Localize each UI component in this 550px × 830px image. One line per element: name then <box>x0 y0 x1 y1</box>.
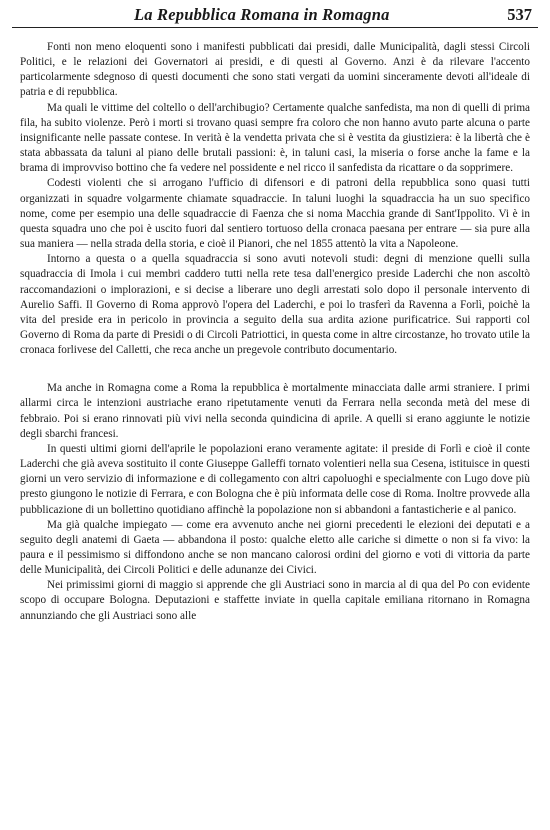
paragraph-squadracce: Codesti violenti che si arrogano l'ufficio di difensori e di patroni della repubblica sono quasi tutti organizzati in squadre volgarmente chiamate squadraccie. In taluni luoghi la squadraccia ha un suo specifico nome, come per esempio una delle squadraccie di Faenza che si noma Macchia grande di Sant'Ippolito. Vi è in questa squadra uno che poi è uscito fuori dal sentiero tortuoso della cronaca paesana per entrare — sia pure alla sua maniera — nella strada della storia, e cioè il Pianori, che nel 1855 attentò la vita a Napoleone. <box>20 177 530 251</box>
running-title: La Repubblica Romana in Romagna <box>134 5 390 24</box>
paragraph-studies: Intorno a questa o a quella squadraccia si sono avuti notevoli studi: degni di menzione quelli sulla squadraccia di Imola i cui membri caddero tutti nella rete tesa dall'energico preside Laderchi che non ascoltò raccomandazioni o implorazioni, e si decise a liberare uno degli arrestati solo dopo il personale intervento di Aurelio Saffi. Il Governo di Roma approvò l'opera del Laderchi, e poi lo trasferì da Ravenna a Forlì, poichè la vita del preside era in pericolo in provincia a seguito della sua ardita azione purificatrice. Sui rapporti col Governo di Roma da parte di Presidi o di Circoli Patriottici, in questa come in altre circostanze, ho trovato utile la cronaca forlivese del Calletti, che reca anche un pregevole contributo documentario. <box>20 253 530 357</box>
paragraph-may-days: Nei primissimi giorni di maggio si apprende che gli Austriaci sono in marcia al di qua del Po con evidente scopo di occupare Bologna. Deputazioni e staffette inviate in quella capitale emiliana ritornano in Romagna annunziando che gli Austriaci sono alle <box>20 579 530 622</box>
section-break <box>20 358 530 381</box>
paragraph-victims: Ma quali le vittime del coltello o dell'archibugio? Certamente qualche sanfedista, ma non di quelli di prima fila, ha subito violenze. Però i morti si trovano quasi sempre fra coloro che non hanno avuto parte alcuna o parte insignificante nelle passate contese. In verità è la vendetta privata che si è vestita da giustiziera: è la libertà che è stata abbassata da taluni al piano delle brutali passioni: è, in taluni casi, la miseria o forse anche la fame e la brama di improvviso bottino che fa vedere nel possidente e nel ricco il sanfedista da ricattare o da sopprimere. <box>20 101 530 175</box>
page-number: 537 <box>507 5 532 24</box>
paragraph-foreign-arms: Ma anche in Romagna come a Roma la repubblica è mortalmente minacciata dalle armi straniere. I primi allarmi circa le intenzioni austriache erano ripetutamente venuti da Ferrara nella seconda metà del mese di febbraio. Poi si erano rinnovati più vivi nella seconda quindicina di aprile. A quelli si erano aggiunte le notizie degli sbarchi francesi. <box>20 382 530 440</box>
paragraph-sources: Fonti non meno eloquenti sono i manifesti pubblicati dai presidi, dalle Municipalità, dagli stessi Circoli Politici, e le relazioni dei Governatori ai presidi, e di questi al Governo. Anzi è da rilevare l'accento particolarmente sdegnoso di questi documenti che sono stati vergati da uomini sinceramente devoti all'ideale di patria e di repubblica. <box>20 41 530 99</box>
body-text <box>20 40 530 624</box>
paragraph-april-days: In questi ultimi giorni dell'aprile le popolazioni erano veramente agitate: il preside di Forlì e cioè il conte Laderchi che già aveva sostituito il conte Giuseppe Galleffi tornato volentieri nella sua Cesena, istituisce in questi giorni un vero servizio di informazione e di collegamento con altri capoluoghi e specialmente con Lugo dove più presto giungono le notizie di Ferrara, e con Bologna che è più informata delle cose di Roma. Inoltre provvede alla pubblicazione di un bollettino quotidiano affinchè la popolazione non si abbandoni a fantasticherie e al panico. <box>20 442 530 516</box>
paragraph-resignations: Ma già qualche impiegato — come era avvenuto anche nei giorni precedenti le elezioni dei deputati e a seguito degli anatemi di Gaeta — abbandona il posto: qualche eletto alle cariche si dimette o non si fa vivo: la paura e il pessimismo si diffondono anche se non mancano calorosi ordini del giorno e voti di vittoria da parte delle Municipalità, dei Circoli Politici e delle adunanze dei Civici. <box>20 518 530 577</box>
running-header <box>12 3 538 28</box>
